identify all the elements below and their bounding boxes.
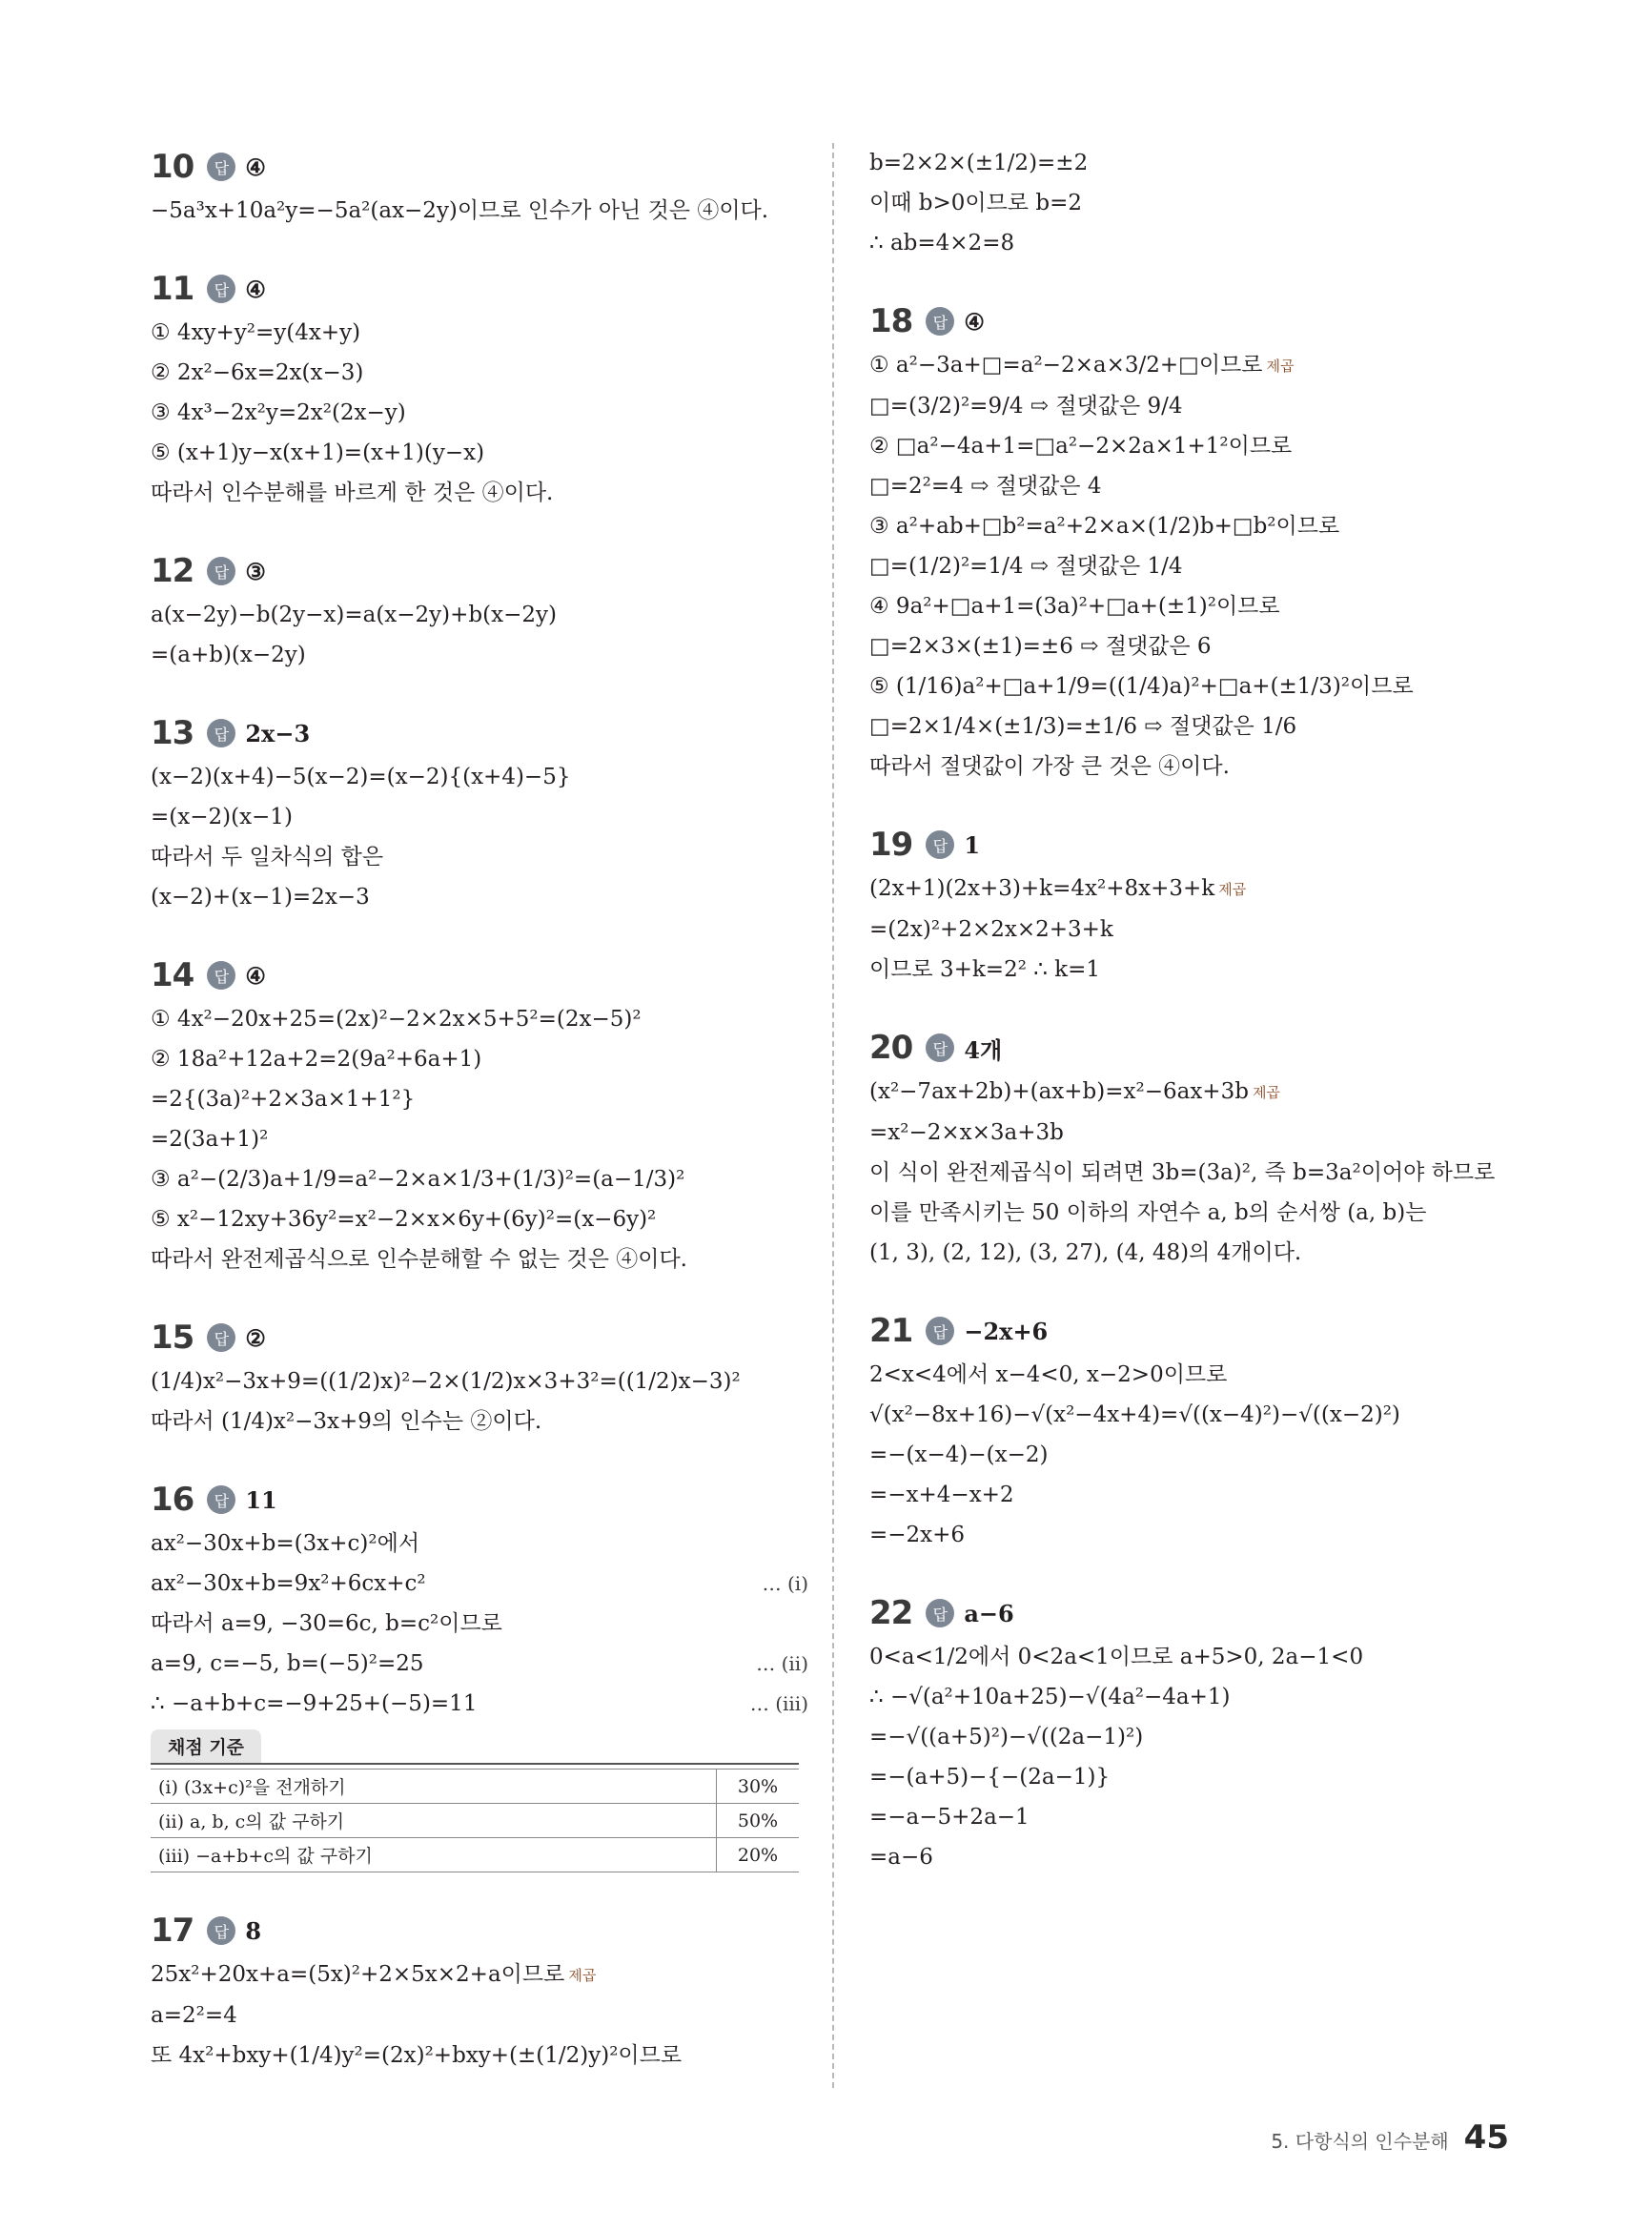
solution-line [869,1153,1527,1193]
problem-block [151,709,808,917]
solution-line [151,1199,808,1239]
solution-line [869,546,1527,586]
solution-text: ③ 4x³−2x²y=2x²(2x−y) [151,400,406,425]
solution-text: 이때 b>0이므로 b=2 [869,191,1082,215]
problem-number: 17 [151,1912,194,1950]
solution-line [869,466,1527,506]
solution-text: =(a+b)(x−2y) [151,643,306,667]
solution-line [869,506,1527,546]
solution-text: =(x−2)(x−1) [151,805,293,829]
problem-block [151,951,808,1279]
step-reference: … (iii) [749,1692,808,1715]
solution-line [151,1524,808,1564]
page-number: 45 [1463,2118,1509,2157]
problem-number: 15 [151,1319,194,1357]
answer-badge: 답 [926,1317,954,1345]
answer-value: ② [245,1323,266,1352]
answer-value: −2x+6 [964,1317,1049,1345]
solution-line [151,837,808,877]
problem-block [151,1907,808,2076]
solution-line [869,1837,1527,1877]
page-footer [1271,2118,1509,2157]
solution-line [869,1193,1527,1233]
solution-line [869,1717,1527,1757]
answer-value: ④ [245,275,266,303]
square-annotation: 제곱 [1252,1084,1280,1101]
solution-text: ∴ −a+b+c=−9+25+(−5)=11 [151,1691,478,1716]
problem-block [151,1476,808,1872]
problem-block [151,1314,808,1442]
problem-header [151,143,808,191]
problem-number: 14 [151,956,194,994]
problem-header [869,297,1527,345]
square-annotation: 제곱 [568,1967,597,1984]
problem-block [869,143,1527,263]
solution-line [869,1757,1527,1797]
problem-number: 12 [151,552,194,590]
problem-header [151,1476,808,1524]
problem-block [151,143,808,231]
solution-text: =−(x−4)−(x−2) [869,1442,1049,1467]
answer-value: ④ [964,307,985,336]
solution-text: 따라서 인수분해를 바르게 한 것은 ④이다. [151,481,554,505]
solution-line [151,757,808,797]
problem-number: 13 [151,714,194,752]
solution-line [869,1797,1527,1837]
solution-text: √(x²−8x+16)−√(x²−4x+4)=√((x−4)²)−√((x−2)²) [869,1402,1400,1427]
solution-line [869,747,1527,787]
solution-line [869,1233,1527,1273]
solution-text: 2<x<4에서 x−4<0, x−2>0이므로 [869,1362,1228,1387]
solution-line [151,191,808,231]
grading-item: (i) (3x+c)²을 전개하기 [151,1770,717,1804]
problem-header [151,951,808,999]
solution-text: =−(a+5)−{−(2a−1)} [869,1765,1111,1790]
solution-line [869,345,1527,386]
grading-title: 채점 기준 [151,1729,261,1763]
solution-line [151,353,808,393]
left-column [151,143,808,2110]
solution-line [151,1039,808,1079]
solution-text: ⑤ x²−12xy+36y²=x²−2×x×6y+(6y)²=(x−6y)² [151,1207,657,1232]
solution-text: ① 4x²−20x+25=(2x)²−2×2x×5+5²=(2x−5)² [151,1007,642,1032]
solution-line [151,877,808,917]
solution-text: =a−6 [869,1845,933,1870]
solution-line [869,1677,1527,1717]
solution-text: ① 4xy+y²=y(4x+y) [151,320,361,345]
solution-text: a=2²=4 [151,2003,237,2028]
solution-text: =x²−2×x×3a+3b [869,1120,1064,1145]
solution-text: (x−2)(x+4)−5(x−2)=(x−2){(x+4)−5} [151,765,571,789]
solution-text: =−a−5+2a−1 [869,1805,1030,1830]
solution-text: 또 4x²+bxy+(1/4)y²=(2x)²+bxy+(±(1/2)y)²이므로 [151,2043,683,2068]
solution-text: =−x+4−x+2 [869,1483,1014,1507]
grading-percent: 50% [717,1804,800,1838]
solution-line [151,1684,808,1724]
answer-badge: 답 [207,557,235,585]
solution-line [869,1355,1527,1395]
solution-text: ② □a²−4a+1=□a²−2×2a×1+1²이므로 [869,434,1293,459]
solution-line [869,426,1527,466]
solution-line [869,1515,1527,1555]
answer-value: 2x−3 [245,719,311,747]
grading-percent: 20% [717,1838,800,1872]
problem-block [151,547,808,675]
problem-header [151,265,808,313]
answer-badge: 답 [207,153,235,181]
solution-text: □=(1/2)²=1/4 ⇨ 절댓값은 1/4 [869,554,1183,579]
solution-line [869,869,1527,910]
solution-text: a(x−2y)−b(2y−x)=a(x−2y)+b(x−2y) [151,603,557,627]
solution-line [869,950,1527,990]
problem-header [869,1307,1527,1355]
solution-line [869,1072,1527,1113]
solution-text: ⑤ (x+1)y−x(x+1)=(x+1)(y−x) [151,440,485,465]
solution-text: =2(3a+1)² [151,1127,269,1152]
answer-badge: 답 [926,830,954,859]
solution-text: ② 18a²+12a+2=2(9a²+6a+1) [151,1047,482,1072]
solution-text: ax²−30x+b=9x²+6cx+c² [151,1571,426,1596]
solution-line [151,999,808,1039]
problem-header [869,1589,1527,1637]
solution-text: □=2×1/4×(±1/3)=±1/6 ⇨ 절댓값은 1/6 [869,714,1297,739]
solution-text: ax²−30x+b=(3x+c)²에서 [151,1531,420,1556]
square-annotation: 제곱 [1266,358,1295,375]
column-divider [832,143,834,2088]
solution-line [869,1395,1527,1435]
problem-block [869,821,1527,990]
solution-text: =−√((a+5)²)−√((2a−1)²) [869,1725,1144,1749]
solution-text: 따라서 두 일차식의 합은 [151,845,384,869]
grading-row [151,1770,799,1804]
answer-value: 11 [245,1485,277,1514]
grading-table [151,1769,799,1872]
solution-line [151,1995,808,2036]
solution-line [869,143,1527,183]
solution-line [151,595,808,635]
solution-text: ∴ ab=4×2=8 [869,231,1015,256]
solution-line [869,1637,1527,1677]
solution-text: ① a²−3a+□=a²−2×a×3/2+□이므로 [869,353,1263,378]
right-column [869,143,1527,1912]
solution-text: =2{(3a)²+2×3a×1+1²} [151,1087,416,1112]
answer-value: ④ [245,153,266,181]
solution-line [151,1361,808,1401]
solution-text: ④ 9a²+□a+1=(3a)²+□a+(±1)²이므로 [869,594,1280,619]
footer-section: 5. 다항식의 인수분해 [1271,2130,1449,2153]
solution-line [869,223,1527,263]
solution-text: ② 2x²−6x=2x(x−3) [151,360,364,385]
problem-number: 21 [869,1312,913,1350]
step-reference: … (i) [762,1572,808,1595]
solution-line [869,1435,1527,1475]
solution-text: □=2×3×(±1)=±6 ⇨ 절댓값은 6 [869,634,1212,659]
solution-line [151,797,808,837]
solution-line [151,433,808,473]
solution-text: 따라서 (1/4)x²−3x+9의 인수는 ②이다. [151,1409,542,1434]
solution-text: (2x+1)(2x+3)+k=4x²+8x+3+k [869,876,1215,901]
solution-line [151,2036,808,2076]
solution-line [151,1644,808,1684]
solution-line [869,586,1527,626]
problem-header [151,1907,808,1954]
problem-number: 19 [869,826,913,864]
answer-badge: 답 [926,1599,954,1627]
solution-text: 따라서 완전제곱식으로 인수분해할 수 없는 것은 ④이다. [151,1247,687,1272]
solution-text: =(2x)²+2×2x×2+3+k [869,917,1113,942]
solution-text: ∴ −√(a²+10a+25)−√(4a²−4a+1) [869,1685,1231,1709]
answer-value: 4개 [964,1035,1003,1064]
solution-text: −5a³x+10a²y=−5a²(ax−2y)이므로 인수가 아닌 것은 ④이다. [151,198,769,223]
solution-line [869,910,1527,950]
solution-text: 따라서 절댓값이 가장 큰 것은 ④이다. [869,754,1230,779]
answer-badge: 답 [926,307,954,336]
solution-line [869,183,1527,223]
solution-text: a=9, c=−5, b=(−5)²=25 [151,1651,424,1676]
solution-text: =−2x+6 [869,1523,966,1547]
solution-line [151,1564,808,1604]
answer-value: ③ [245,557,266,585]
answer-badge: 답 [207,275,235,303]
solution-line [151,393,808,433]
answer-badge: 답 [207,719,235,747]
solution-text: □=2²=4 ⇨ 절댓값은 4 [869,474,1102,499]
problem-number: 11 [151,270,194,308]
step-reference: … (ii) [756,1652,808,1675]
problem-header [151,709,808,757]
answer-badge: 답 [207,961,235,990]
answer-value: 1 [964,830,981,859]
solution-line [151,1954,808,1995]
solution-text: 이 식이 완전제곱식이 되려면 3b=(3a)², 즉 b=3a²이어야 하므로 [869,1160,1496,1185]
solution-text: □=(3/2)²=9/4 ⇨ 절댓값은 9/4 [869,394,1183,419]
solution-text: 25x²+20x+a=(5x)²+2×5x×2+a이므로 [151,1962,565,1987]
grading-item: (iii) −a+b+c의 값 구하기 [151,1838,717,1872]
problem-number: 18 [869,302,913,340]
solution-text: 따라서 a=9, −30=6c, b=c²이므로 [151,1611,502,1636]
answer-badge: 답 [926,1033,954,1062]
answer-badge: 답 [207,1323,235,1352]
problem-block [869,1307,1527,1555]
square-annotation: 제곱 [1218,881,1247,898]
solution-text: (1/4)x²−3x+9=((1/2)x)²−2×(1/2)x×3+3²=((1/2)x−3)² [151,1369,741,1394]
problem-header [151,1314,808,1361]
solution-text: 이를 만족시키는 50 이하의 자연수 a, b의 순서쌍 (a, b)는 [869,1200,1427,1225]
problem-header [151,547,808,595]
solution-line [869,626,1527,666]
solution-line [151,635,808,675]
problem-header [869,1024,1527,1072]
solution-line [151,1079,808,1119]
solution-line [869,1113,1527,1153]
grading-item: (ii) a, b, c의 값 구하기 [151,1804,717,1838]
answer-badge: 답 [207,1485,235,1514]
solution-line [151,1239,808,1279]
solution-text: 0<a<1/2에서 0<2a<1이므로 a+5>0, 2a−1<0 [869,1645,1364,1669]
solution-line [151,473,808,513]
solution-line [151,1119,808,1159]
solution-line [151,1401,808,1442]
solution-line [869,706,1527,747]
problem-header [869,821,1527,869]
solution-line [151,1159,808,1199]
answer-value: a−6 [964,1599,1014,1627]
solution-text: (x−2)+(x−1)=2x−3 [151,885,370,910]
solution-text: b=2×2×(±1/2)=±2 [869,151,1089,175]
solution-line [869,666,1527,706]
grading-row [151,1804,799,1838]
problem-block [869,297,1527,787]
problem-number: 22 [869,1594,913,1632]
problem-number: 20 [869,1029,913,1067]
solution-line [869,1475,1527,1515]
solution-text: 이므로 3+k=2² ∴ k=1 [869,957,1101,982]
solution-line [151,313,808,353]
grading-row [151,1838,799,1872]
solution-text: ③ a²+ab+□b²=a²+2×a×(1/2)b+□b²이므로 [869,514,1340,539]
solution-line [151,1604,808,1644]
answer-badge: 답 [207,1916,235,1945]
problem-number: 10 [151,148,194,186]
answer-value: ④ [245,961,266,990]
problem-block [869,1589,1527,1877]
solution-line [869,386,1527,426]
answer-value: 8 [245,1916,262,1945]
problem-block [151,265,808,513]
problem-block [869,1024,1527,1273]
solution-text: ③ a²−(2/3)a+1/9=a²−2×a×1/3+(1/3)²=(a−1/3)² [151,1167,685,1192]
solution-text: (1, 3), (2, 12), (3, 27), (4, 48)의 4개이다. [869,1240,1302,1265]
problem-number: 16 [151,1481,194,1519]
solution-text: (x²−7ax+2b)+(ax+b)=x²−6ax+3b [869,1079,1249,1104]
grading-percent: 30% [717,1770,800,1804]
solution-text: ⑤ (1/16)a²+□a+1/9=((1/4)a)²+□a+(±1/3)²이므로 [869,674,1414,699]
grading-table-wrap [151,1763,799,1872]
